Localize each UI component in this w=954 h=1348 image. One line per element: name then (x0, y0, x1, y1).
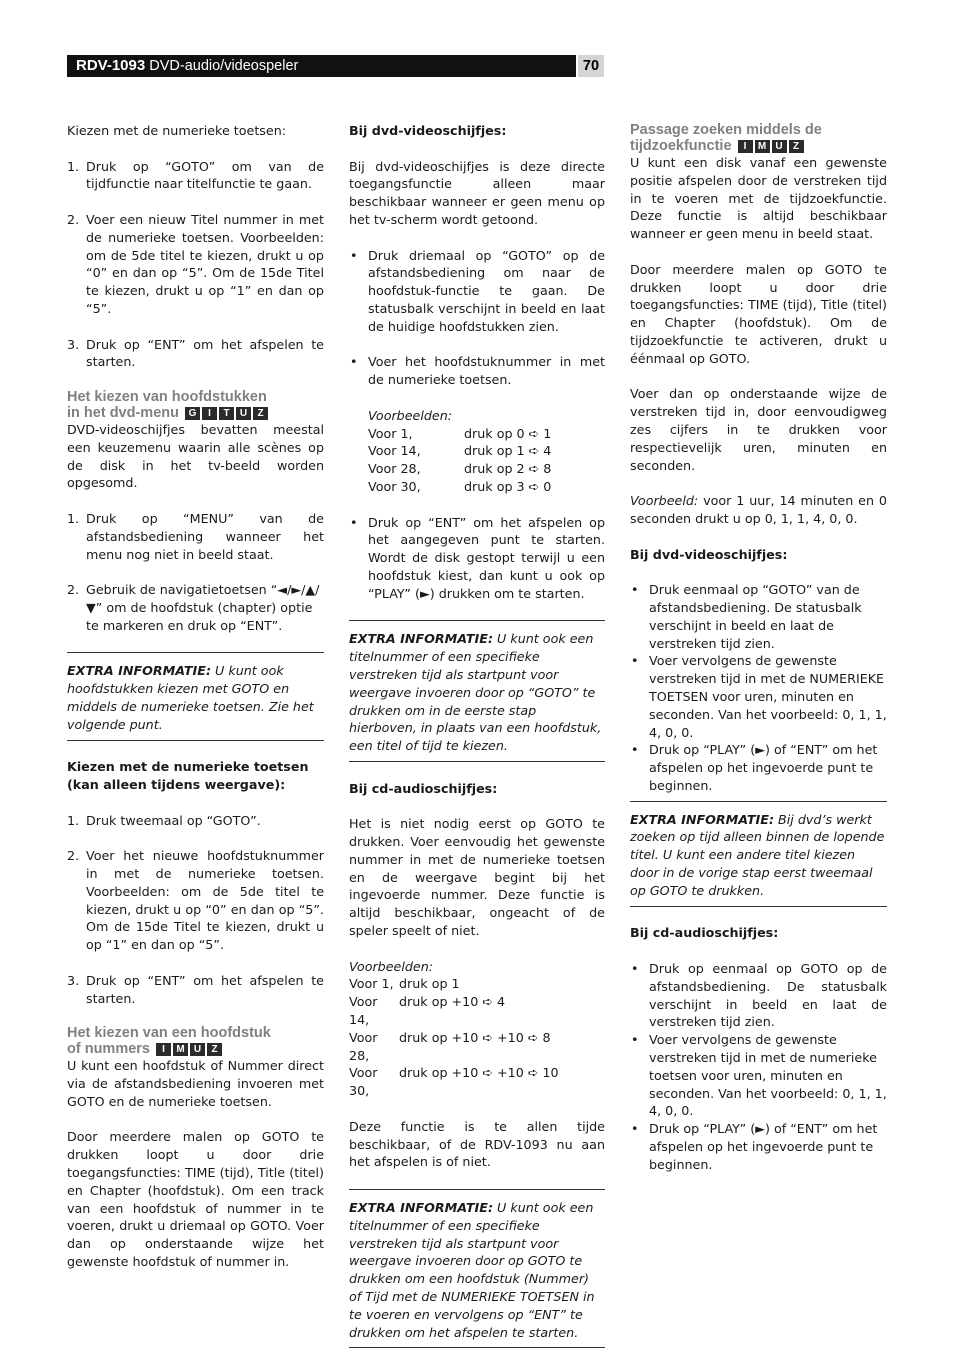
list-item: • Druk driemaal op “GOTO” op de afstandsbediening om naar de hoofdstuk-functie te gaan. De statusbalk verschijnt in beeld en laat de huidige hoofdstukken zien. (350, 247, 605, 334)
extra-info-box: EXTRA INFORMATIE: U kunt ook een titelnummer of een specifieke verstreken tijd als startpunt voor weergave invoeren door op “GOTO” te drukken om in de eerste stap hierboven, in plaats van een hoofdstuk, een titel of tijd te kiezen. (349, 620, 605, 762)
list-item: • Druk op “PLAY” (►) of “ENT” om het afspelen op het ingevoerde punt te beginnen. (631, 1121, 878, 1172)
header-subtitle: DVD-audio/videospeler (149, 58, 299, 74)
dvd-heading: Bij dvd-videoschijfjes: (349, 123, 507, 138)
list-item: • Voer het hoofdstuknummer in met de numerieke toetsen. (350, 354, 605, 388)
cd-heading: Bij cd-audioschijfjes: (349, 780, 498, 796)
example-row: Voor 30, druk op +10 ➪ +10 ➪ 10 (349, 1065, 559, 1099)
page-number: 70 (578, 55, 604, 77)
column-2 (349, 122, 605, 1348)
time-example: Voorbeeld: voor 1 uur, 14 minuten en 0 seconden drukt u op 0, 1, 1, 4, 0, 0. (630, 493, 887, 526)
number-text-2: Door meerdere malen op GOTO te drukken loopt u door drie toegangsfuncties: TIME (tijd), Title (titel) en Chapter (hoofdstuk). Om een track van een hoofdstuk of nummer in te voeren, drukt u driemaal op GOTO. Voer dan op onderstaande wijze het gewenste hoofdstuk of nummer in. (67, 1129, 324, 1270)
dvd-heading: Bij dvd-videoschijfjes: (630, 546, 788, 562)
example-row: Voor 1, druk op 1 (349, 976, 460, 992)
disc-badge: T (219, 407, 234, 420)
intro-text: Kiezen met de numerieke toetsen: (67, 123, 287, 138)
dvd-text: Bij dvd-videoschijfjes is deze directe toegangsfunctie alleen maar beschikbaar wanneer er geen menu op het tv-scherm wordt getoond. (349, 158, 605, 227)
section-heading-time: Passage zoeken middels de tijdzoekfunctie I M U Z (630, 122, 822, 154)
list-item: • Druk op “ENT” om het afspelen op het aangegeven punt te starten. Wordt de disk gestopt terwijl u een hoofdstuk kiest, dan kunt u ook op “PLAY” (►) drukken om te starten. (350, 514, 605, 601)
disc-badge: U (236, 407, 251, 420)
time-text-2: Door meerdere malen op GOTO te drukken loopt u door drie toegangsfuncties: TIME (tijd), Title (titel) en Chapter (hoofdstuk). Om de tijdzoekfunctie te activeren, drukt u éénmaal op GOTO. (630, 261, 887, 366)
list-item: • Druk op “PLAY” (►) of “ENT” om het afspelen op het ingevoerde punt te beginnen. (631, 742, 878, 793)
example-row: Voor 14, druk op 1 ➪ 4 (368, 443, 552, 459)
disc-badge: G (185, 407, 200, 420)
cd-examples-block: Voorbeelden: Voor 1, druk op 1 Voor 14, druk op +10 ➪ 4 Voor 28, druk op +10 ➪ +10 ➪ 8 Voor 30, druk op +10 ➪ +10 ➪ 10 (349, 958, 605, 1100)
example-row: Voor 28, druk op 2 ➪ 8 (368, 461, 552, 477)
column-3 (630, 122, 887, 1174)
page-header (67, 55, 576, 77)
example-row: Voor 28, druk op +10 ➪ +10 ➪ 8 (349, 1029, 551, 1063)
disc-badge: I (738, 140, 753, 153)
time-text-1: U kunt een disk vanaf een gewenste positie afspelen door de verstreken tijd in te voeren met de tijdzoekfunctie. Deze functie is altijd beschikbaar wanneer er geen menu in beeld staat. (630, 155, 887, 242)
list-item: 2. Gebruik de navigatietoetsen “◄/►/▲/▼” om de hoofdstuk (chapter) optie te markeren en druk op “ENT”. (67, 582, 320, 633)
example-row: Voor 30, druk op 3 ➪ 0 (368, 478, 552, 494)
list-item: 1. Druk op “MENU” van de afstandsbediening wanneer het menu nog niet in beeld staat. (67, 510, 324, 562)
example-row: Voor 1, druk op 0 ➪ 1 (368, 425, 552, 441)
column-1 (67, 122, 324, 1271)
number-text-1: U kunt een hoofdstuk of Nummer direct via de afstandsbediening invoeren met GOTO en de numerieke toetsen. (67, 1058, 324, 1109)
disc-badge: Z (207, 1043, 222, 1056)
list-item: • Druk eenmaal op “GOTO” van de afstandsbediening. De statusbalk verschijnt in beeld en laat de verstreken tijd zien. (631, 582, 862, 651)
numeric-keys-heading: Kiezen met de numerieke toetsen (kan alleen tijdens weergave): (67, 759, 309, 793)
model-name: RDV-1093 (76, 57, 146, 74)
disc-badge: Z (789, 140, 804, 153)
disc-badge: U (772, 140, 787, 153)
disc-badge: Z (253, 407, 268, 420)
list-item: 1. Druk tweemaal op “GOTO”. (67, 812, 261, 828)
cd-heading: Bij cd-audioschijfjes: (630, 925, 779, 941)
cd-text: Het is niet nodig eerst op GOTO te drukken. Voer eenvoudig het gewenste nummer in met de numerieke toetsen en de weergave begint bij het ingevoerde nummer. Deze functie is altijd beschikbaar, ongeacht of de speler speelt of niet. (349, 816, 605, 939)
section-heading-number: Het kiezen van een hoofdstuk of nummers I M U Z (67, 1025, 271, 1058)
list-item: 2. Voer het nieuwe hoofdstuknummer in met de numerieke toetsen. Voorbeelden: om de 5de titel te kiezen, drukt u op “0” en dan op “5”. Om de 15de Titel te kiezen, drukt u op “1” en dan op “5”. (67, 848, 324, 953)
list-item: 1. Druk op “GOTO” om van de tijdfunctie naar titelfunctie te gaan. (67, 158, 324, 192)
list-item: • Voer vervolgens de gewenste verstreken tijd in met de numerieke toetsen voor uren, minuten en seconden. Van het voorbeeld: 0, 1, 1, 4, 0, 0. (631, 1032, 887, 1119)
extra-info-box: EXTRA INFORMATIE: Bij dvd’s werkt zoeken op tijd alleen binnen de lopende titel. U kunt een andere titel kiezen door in de vorige stap eerst tweemaal op GOTO te drukken. (630, 801, 887, 907)
disc-badge: M (755, 140, 770, 153)
list-item: • Voer vervolgens de gewenste verstreken tijd in met de NUMERIEKE TOETSEN voor uren, minuten en seconden. Van het voorbeeld: 0, 1, 1, 4, 0, 0. (631, 653, 887, 740)
list-item: 2. Voer een nieuw Titel nummer in met de numerieke toetsen. Voorbeelden: om de 5de titel te kiezen, drukt u op “0” en dan op “5”. Om de 15de Titel te kiezen, drukt u op “1” en dan op “5”. (67, 211, 324, 316)
disc-badge: I (202, 407, 217, 420)
extra-info-box: EXTRA INFORMATIE: U kunt ook hoofdstukken kiezen met GOTO en middels de numerieke toetsen. Zie het volgende punt. (67, 652, 324, 740)
example-row: Voor 14, druk op +10 ➪ 4 (349, 994, 506, 1028)
cd-text-2: Deze functie is te allen tijde beschikbaar, of de RDV-1093 nu aan het afspelen is of niet. (349, 1118, 605, 1170)
list-item: • Druk op eenmaal op GOTO op de afstandsbediening. De statusbalk verschijnt in beeld en laat de verstreken tijd zien. (631, 961, 887, 1030)
disc-badge: M (173, 1043, 188, 1056)
list-item: 3. Druk op “ENT” om het afspelen te starten. (67, 336, 324, 370)
menu-text: DVD-videoschijfjes bevatten meestal een keuzemenu waarin alle scènes op de disk in het tv-beeld worden opgesomd. (67, 421, 324, 491)
time-text-3: Voer dan op onderstaande wijze de verstreken tijd in, door eenvoudigweg zes cijfers in te drukken voor respectievelijk uren, minuten en seconden. (630, 386, 887, 473)
section-heading-menu: Het kiezen van hoofdstukken in het dvd-menu G I T U Z (67, 388, 267, 421)
examples-block: Voorbeelden: Voor 1, druk op 0 ➪ 1 Voor 14, druk op 1 ➪ 4 Voor 28, druk op 2 ➪ 8 Voor 30, druk op 3 ➪ 0 (349, 407, 605, 496)
list-item: 3. Druk op “ENT” om het afspelen te starten. (67, 972, 324, 1006)
disc-badge: U (190, 1043, 205, 1056)
disc-badge: I (156, 1043, 171, 1056)
extra-info-box: EXTRA INFORMATIE: U kunt ook een titelnummer of een specifieke verstreken tijd als startpunt voor weergave invoeren door op GOTO te drukken om een hoofdstuk (Nummer) of Tijd met de NUMERIEKE TOETSEN in te voeren en vervolgens op “ENT” te drukken om het afspelen te starten. (349, 1189, 605, 1348)
